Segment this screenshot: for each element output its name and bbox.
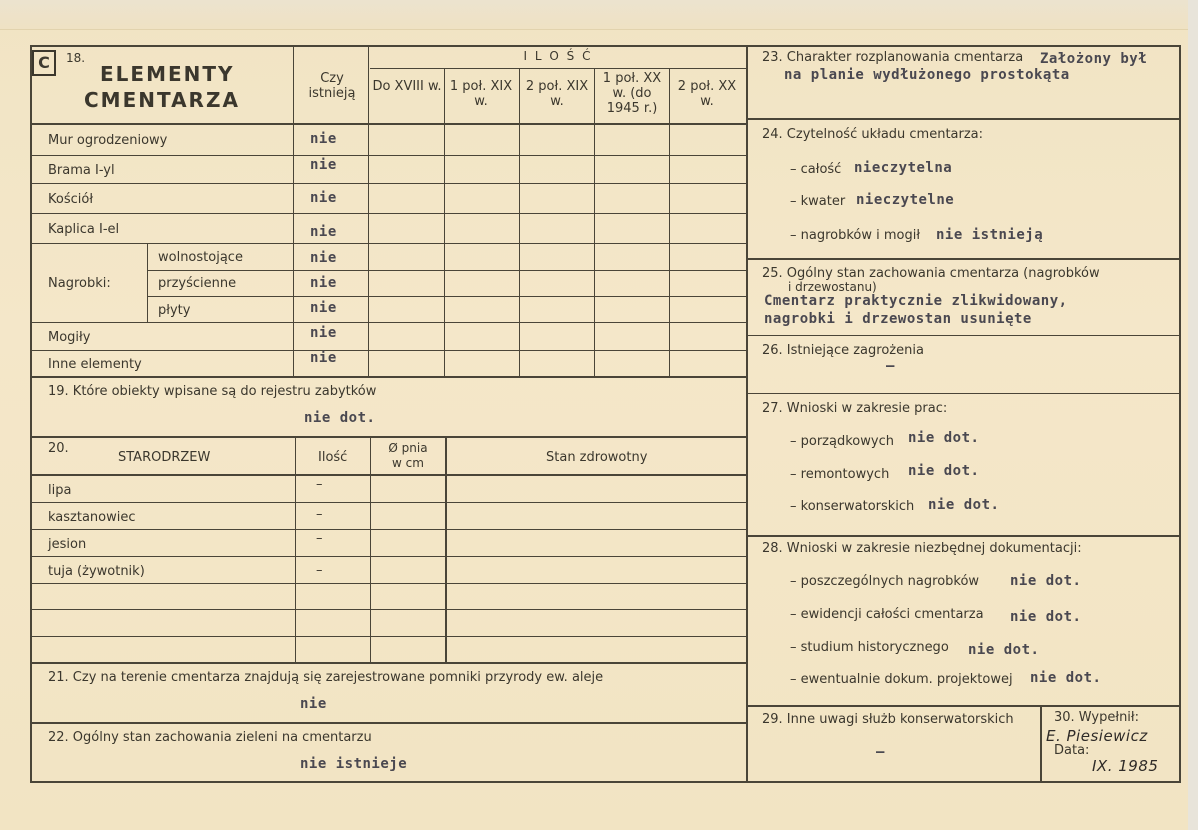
line: [30, 350, 746, 351]
q28-item-label: – ewidencji całości cmentarza: [790, 607, 984, 622]
ilosc-header: I L O Ś Ć: [523, 49, 593, 63]
q28-item-label: – poszczególnych nagrobków: [790, 574, 980, 589]
q21-label: 21. Czy na terenie cmentarza znajdują się zarejestrowane pomniki przyrody ew. aleje: [48, 670, 604, 685]
q24-label: 24. Czytelność układu cmentarza:: [762, 127, 984, 142]
row-value-kosciol: nie: [310, 190, 337, 206]
line: [368, 45, 369, 376]
q21-answer: nie: [300, 696, 327, 712]
row-value-mur: nie: [310, 131, 337, 147]
row-value-inne: nie: [310, 350, 337, 366]
line: [30, 662, 746, 664]
line: [30, 183, 746, 184]
line: [746, 45, 748, 783]
line: [30, 583, 746, 584]
line: [30, 155, 746, 156]
tree-name: kasztanowiec: [48, 510, 136, 525]
q30-date-label: Data:: [1054, 743, 1090, 758]
line: [293, 45, 294, 376]
row-value-brama: nie: [310, 157, 337, 173]
col-czy-istnieja: Czy istnieją: [308, 71, 356, 101]
q18-title-line1: ELEMENTY: [100, 62, 235, 86]
line: [519, 68, 520, 376]
line: [30, 556, 746, 557]
col-do-xviii: Do XVIII w.: [372, 79, 442, 94]
col-1pol-xix: 1 poł. XIX w.: [449, 79, 513, 109]
line: [30, 474, 746, 476]
q24-item-answer: nieczytelne: [856, 192, 955, 208]
row-label-kosciol: Kościół: [48, 192, 94, 207]
nagrobki-przyscienne-label: przyścienne: [158, 276, 237, 291]
q22-answer: nie istnieje: [300, 756, 408, 772]
tree-ilosc: –: [316, 477, 323, 492]
line: [370, 436, 371, 662]
q28-item-answer: nie dot.: [1010, 609, 1082, 625]
col-ilosc: Ilość: [318, 450, 348, 465]
col-2pol-xix: 2 poł. XIX w.: [525, 79, 589, 109]
section-c-box: C: [32, 50, 56, 76]
row-label-mogily: Mogiły: [48, 330, 91, 345]
col-pnia: Ø pnia: [388, 441, 428, 455]
q28-item-answer: nie dot.: [1030, 670, 1102, 686]
q24-item-label: – kwater: [790, 194, 846, 209]
q27-label: 27. Wnioski w zakresie prac:: [762, 401, 948, 416]
tree-ilosc: –: [316, 563, 323, 578]
line: [30, 376, 746, 378]
q26-answer: –: [886, 358, 895, 374]
tree-name: jesion: [48, 537, 87, 552]
line: [669, 68, 670, 376]
q19-answer: nie dot.: [304, 410, 376, 426]
q30-label: 30. Wypełnił:: [1054, 710, 1139, 725]
paper-top-edge: [0, 0, 1198, 30]
q29-label: 29. Inne uwagi służb konserwatorskich: [762, 712, 1014, 727]
line: [30, 436, 746, 438]
row-label-mur: Mur ogrodzeniowy: [48, 133, 168, 148]
q22-label: 22. Ogólny stan zachowania zieleni na cmentarzu: [48, 730, 372, 745]
q19-label: 19. Które obiekty wpisane są do rejestru zabytków: [48, 384, 377, 399]
line: [746, 393, 1181, 394]
tree-ilosc: –: [316, 507, 323, 522]
tree-name: tuja (żywotnik): [48, 564, 145, 579]
q23-answer-line1: Założony był: [1040, 51, 1148, 67]
q27-item-answer: nie dot.: [928, 497, 1000, 513]
q25-label-line1: 25. Ogólny stan zachowania cmentarza (nagrobków: [762, 266, 1100, 281]
q20-title: STARODRZEW: [118, 450, 211, 465]
nagrobki-plyty-label: płyty: [158, 303, 191, 318]
q24-item-label: – nagrobków i mogił: [790, 228, 921, 243]
col-1pol-xx: 1 poł. XX w. (do 1945 r.): [602, 71, 662, 116]
col-2pol-xx: 2 poł. XX w.: [677, 79, 737, 109]
line: [147, 270, 746, 271]
line: [370, 68, 746, 69]
line: [1040, 705, 1042, 783]
line: [30, 243, 746, 244]
q23-answer-line2: na planie wydłużonego prostokąta: [784, 67, 1070, 83]
q28-item-label: – ewentualnie dokum. projektowej: [790, 672, 1013, 687]
nagrobki-plyty-value: nie: [310, 300, 337, 316]
line: [30, 123, 746, 125]
row-label-kaplica: Kaplica I-el: [48, 222, 120, 237]
line: [594, 68, 595, 376]
q28-item-answer: nie dot.: [968, 642, 1040, 658]
line: [30, 636, 746, 637]
line: [746, 335, 1181, 336]
row-value-mogily: nie: [310, 325, 337, 341]
q27-item-label: – konserwatorskich: [790, 499, 915, 514]
nagrobki-przyscienne-value: nie: [310, 275, 337, 291]
line: [147, 296, 746, 297]
line: [746, 118, 1181, 120]
q27-item-answer: nie dot.: [908, 463, 980, 479]
line: [445, 436, 447, 662]
q25-answer-line2: nagrobki i drzewostan usunięte: [764, 311, 1032, 327]
line: [30, 502, 746, 503]
col-stan-zdrowotny: Stan zdrowotny: [546, 450, 648, 465]
q24-item-label: – całość: [790, 162, 842, 177]
q18-number: 18.: [66, 51, 86, 65]
nagrobki-wolnostojace-label: wolnostojące: [158, 250, 243, 265]
line: [295, 436, 296, 662]
col-pnia-unit: w cm: [392, 456, 424, 470]
q25-answer-line1: Cmentarz praktycznie zlikwidowany,: [764, 293, 1068, 309]
row-value-kaplica: nie: [310, 224, 337, 240]
q20-number: 20.: [48, 441, 69, 456]
q30-date: IX. 1985: [1092, 757, 1159, 775]
q23-label: 23. Charakter rozplanowania cmentarza: [762, 50, 1024, 65]
nagrobki-label: Nagrobki:: [48, 276, 111, 291]
line: [746, 535, 1181, 537]
q27-item-label: – remontowych: [790, 467, 890, 482]
paper-right-edge: [1188, 0, 1198, 830]
q26-label: 26. Istniejące zagrożenia: [762, 343, 924, 358]
q30-signature: E. Piesiewicz: [1046, 727, 1148, 745]
q28-item-answer: nie dot.: [1010, 573, 1082, 589]
q28-item-label: – studium historycznego: [790, 640, 949, 655]
q27-item-answer: nie dot.: [908, 430, 980, 446]
line: [30, 529, 746, 530]
line: [30, 609, 746, 610]
row-label-inne: Inne elementy: [48, 357, 142, 372]
q25-label-line2: i drzewostanu): [788, 280, 877, 294]
q28-label: 28. Wnioski w zakresie niezbędnej dokumentacji:: [762, 541, 1082, 556]
q29-answer: —: [876, 744, 885, 760]
line: [444, 68, 445, 376]
q27-item-label: – porządkowych: [790, 434, 894, 449]
tree-name: lipa: [48, 483, 72, 498]
line: [30, 722, 746, 724]
tree-ilosc: –: [316, 531, 323, 546]
line: [30, 213, 746, 214]
line: [147, 243, 148, 322]
q24-item-answer: nieczytelna: [854, 160, 953, 176]
row-label-brama: Brama I-yl: [48, 163, 115, 178]
q18-title-line2: CMENTARZA: [84, 88, 240, 112]
q24-item-answer: nie istnieją: [936, 227, 1044, 243]
line: [746, 258, 1181, 260]
line: [30, 322, 746, 323]
line: [746, 705, 1181, 707]
nagrobki-wolnostojace-value: nie: [310, 250, 337, 266]
